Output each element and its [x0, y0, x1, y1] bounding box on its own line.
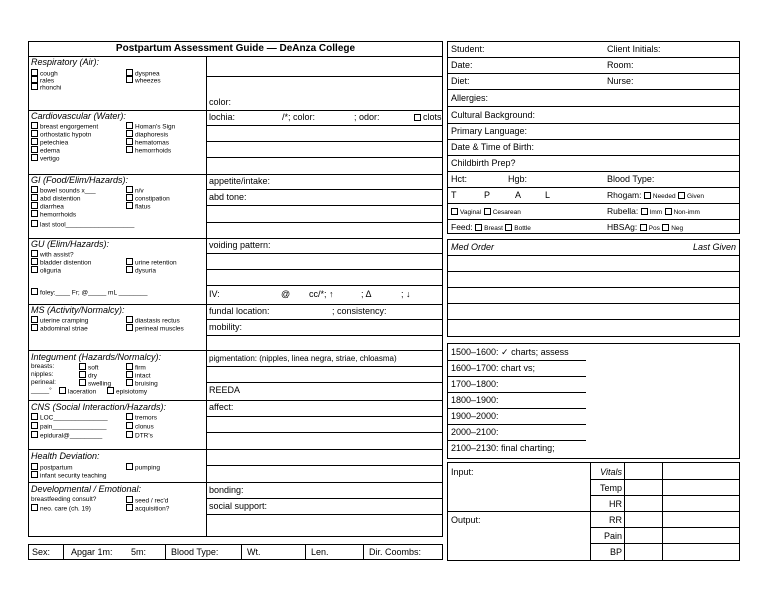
dev-header: Developmental / Emotional: [31, 484, 142, 494]
gi-item[interactable]: hemorrhoids [31, 210, 76, 219]
time-row: 1800–1900: [451, 395, 499, 405]
cardio-item[interactable]: edema [31, 146, 60, 155]
dev-item[interactable]: acquisition? [126, 504, 169, 513]
ms-item[interactable]: diastasis rectus [126, 316, 180, 325]
health-item[interactable]: infant security teaching [31, 471, 106, 480]
lochia-odor: ; odor: [354, 112, 380, 122]
gu-item[interactable]: oliguria [31, 266, 61, 275]
room-label: Room: [607, 60, 634, 70]
apgar5-label: 5m: [131, 547, 147, 557]
blood-type-label: Blood Type: [171, 547, 219, 557]
abd-tone-label: abd tone: [209, 192, 247, 202]
integ-nipples: nipples: [31, 371, 54, 378]
delivery-type[interactable]: Vaginal Cesarean [451, 206, 521, 217]
len-label: Len. [311, 547, 329, 557]
voiding-label: voiding pattern: [209, 240, 271, 250]
cns-item[interactable]: LOC_______________ [31, 413, 108, 422]
initials-label: Client Initials: [607, 44, 661, 54]
cardio-item[interactable]: vertigo [31, 154, 60, 163]
cns-header: CNS (Social Interaction/Hazards): [31, 402, 167, 412]
left-form [28, 41, 443, 537]
language-label: Primary Language: [451, 126, 528, 136]
cardio-item[interactable]: petechiea [31, 138, 68, 147]
respiratory-header: Respiratory (Air): [31, 57, 100, 67]
bloodtype-label: Blood Type: [607, 174, 655, 184]
last-given-header: Last Given [692, 242, 736, 252]
gu-item[interactable]: urine retention [126, 258, 177, 267]
patient-info [447, 41, 740, 234]
p-label: P [484, 190, 491, 200]
bonding-label: bonding: [209, 485, 244, 495]
vitals-row-label: HR [609, 499, 622, 509]
ms-header: MS (Activity/Normalcy): [31, 305, 125, 315]
color-label: color: [209, 97, 232, 107]
cns-item[interactable]: tremors [126, 413, 157, 422]
resp-item[interactable]: wheezes [126, 76, 161, 85]
feed-field[interactable]: Feed: Breast Bottle [451, 222, 531, 232]
dev-item[interactable]: seed / rec'd [126, 496, 168, 505]
integ-item[interactable]: soft [79, 363, 98, 372]
vitals-row-label: BP [609, 547, 622, 557]
health-header: Health Deviation: [31, 451, 100, 461]
med-order-header: Med Order [451, 242, 495, 252]
lochia-label: lochia: [209, 112, 236, 122]
integ-item[interactable]: episiotomy [107, 387, 147, 396]
integ-item[interactable]: laceration [59, 387, 96, 396]
sex-label: Sex: [32, 547, 51, 557]
time-row: 1500–1600: ✓ charts; assess [451, 347, 569, 357]
pigmentation-label: pigmentation: (nipples, linea negra, striae, chloasma) [209, 354, 397, 363]
gi-item[interactable]: constipation [126, 194, 170, 203]
gi-item[interactable]: bowel sounds x___ [31, 186, 96, 195]
cardio-item[interactable]: orthostatic hypotn [31, 130, 91, 139]
ms-item[interactable]: abdominal striae [31, 324, 88, 333]
cardio-item[interactable]: hemorrhoids [126, 146, 171, 155]
affect-label: affect: [209, 402, 234, 412]
allergies-label: Allergies: [451, 93, 489, 103]
vitals-row-label: Temp [599, 483, 622, 493]
gu-item[interactable]: foley:____ Fr; @_____ mL ________ [31, 288, 148, 297]
integ-header: Integument (Hazards/Normalcy): [31, 352, 162, 362]
gu-item[interactable]: bladder distention [31, 258, 91, 267]
gu-item[interactable]: with assist? [31, 250, 74, 259]
resp-item[interactable]: cough [31, 69, 58, 78]
time-row: 1700–1800: [451, 379, 499, 389]
cardio-item[interactable]: hematomas [126, 138, 169, 147]
mobility-label: mobility: [209, 322, 243, 332]
integ-item[interactable]: bruising [126, 379, 158, 388]
iv-label: IV: [209, 289, 220, 299]
date-label: Date: [451, 60, 473, 70]
integ-item[interactable]: firm [126, 363, 146, 372]
cardio-item[interactable]: breast engorgement [31, 122, 98, 131]
health-item[interactable]: pumping [126, 463, 160, 472]
iv-at: @ [281, 289, 291, 299]
integ-breasts: breasts: [31, 363, 55, 370]
cardio-item[interactable]: diaphoresis [126, 130, 168, 139]
clots-checkbox[interactable]: clots [414, 112, 442, 123]
integ-item[interactable]: intact [126, 371, 151, 380]
cns-item[interactable]: clonus [126, 422, 154, 431]
time-row: 2100–2130: final charting; [451, 443, 555, 453]
dev-item[interactable]: neo. care (ch. 19) [31, 504, 91, 513]
gi-item[interactable]: abd distention [31, 194, 80, 203]
gi-header: GI (Food/Elim/Hazards): [31, 175, 129, 185]
a-label: A [515, 190, 522, 200]
gi-item[interactable]: n/v [126, 186, 144, 195]
cns-item[interactable]: DTR's [126, 431, 153, 440]
vitals-header: Vitals [600, 467, 622, 477]
lochia-color: /*; color: [282, 112, 316, 122]
reeda-label: REEDA [209, 385, 241, 395]
iv-delta: ; Δ [361, 289, 372, 299]
output-label: Output: [451, 515, 481, 525]
gu-header: GU (Elim/Hazards): [31, 239, 110, 249]
vitals-row-label: Pain [603, 531, 622, 541]
med-order-table [447, 239, 740, 337]
cultural-label: Cultural Background: [451, 110, 536, 120]
rhogam-field: Rhogam: Needed Given [607, 190, 705, 200]
iv-down: ; ↓ [401, 289, 411, 299]
consistency-label: ; consistency: [332, 306, 387, 316]
l-label: L [545, 190, 551, 200]
ms-item[interactable]: perineal muscles [126, 324, 184, 333]
hbsag-field: HBSAg: Pos Neg [607, 222, 684, 232]
time-row: 2000–2100: [451, 427, 499, 437]
health-item[interactable]: postpartum [31, 463, 73, 472]
input-label: Input: [451, 467, 474, 477]
rubella-field: Rubella: Imm Non-imm [607, 206, 700, 216]
resp-item[interactable]: dyspnea [126, 69, 160, 78]
student-label: Student: [451, 44, 485, 54]
prep-label: Childbirth Prep? [451, 158, 516, 168]
integ-item[interactable]: swelling [79, 379, 111, 388]
io-vitals-table [447, 462, 740, 561]
time-row: 1900–2000: [451, 411, 499, 421]
gi-item[interactable]: flatus [126, 202, 151, 211]
fundal-label: fundal location: [209, 306, 270, 316]
hgb-label: Hgb: [508, 174, 528, 184]
integ-perineal: perineal: [31, 379, 56, 386]
nurse-label: Nurse: [607, 76, 634, 86]
page-title: Postpartum Assessment Guide — DeAnza College [115, 43, 356, 54]
integ-degree: _____° [31, 387, 52, 394]
cardio-header: Cardiovascular (Water): [31, 111, 126, 121]
cardio-item[interactable]: Homan's Sign [126, 122, 175, 131]
iv-cc: cc/*; ↑ [309, 289, 334, 299]
resp-item[interactable]: rales [31, 76, 54, 85]
apgar1-label: Apgar 1m: [71, 547, 113, 557]
birth-label: Date & Time of Birth: [451, 142, 535, 152]
gi-item[interactable]: diarrhea [31, 202, 64, 211]
gu-item[interactable]: dysuria [126, 266, 156, 275]
cns-item[interactable]: epidural@_________ [31, 431, 102, 440]
dev-consult: breastfeeding consult? [31, 496, 97, 503]
appetite-label: appetite/intake: [209, 176, 271, 186]
t-label: T [451, 190, 457, 200]
newborn-strip [28, 544, 443, 560]
diet-label: Diet: [451, 76, 470, 86]
vitals-row-label: RR [609, 515, 622, 525]
integ-item[interactable]: dry [79, 371, 97, 380]
gi-item[interactable]: last stool___________________ [31, 220, 134, 229]
coombs-label: Dir. Coombs: [369, 547, 422, 557]
ms-item[interactable]: uterine cramping [31, 316, 88, 325]
cns-item[interactable]: pain_______________ [31, 422, 107, 431]
time-row: 1600–1700: chart vs; [451, 363, 536, 373]
schedule-table [447, 343, 740, 459]
social-support-label: social support: [209, 501, 268, 511]
resp-item[interactable]: rhonchi [31, 83, 61, 92]
wt-label: Wt. [247, 547, 261, 557]
hct-label: Hct: [451, 174, 468, 184]
